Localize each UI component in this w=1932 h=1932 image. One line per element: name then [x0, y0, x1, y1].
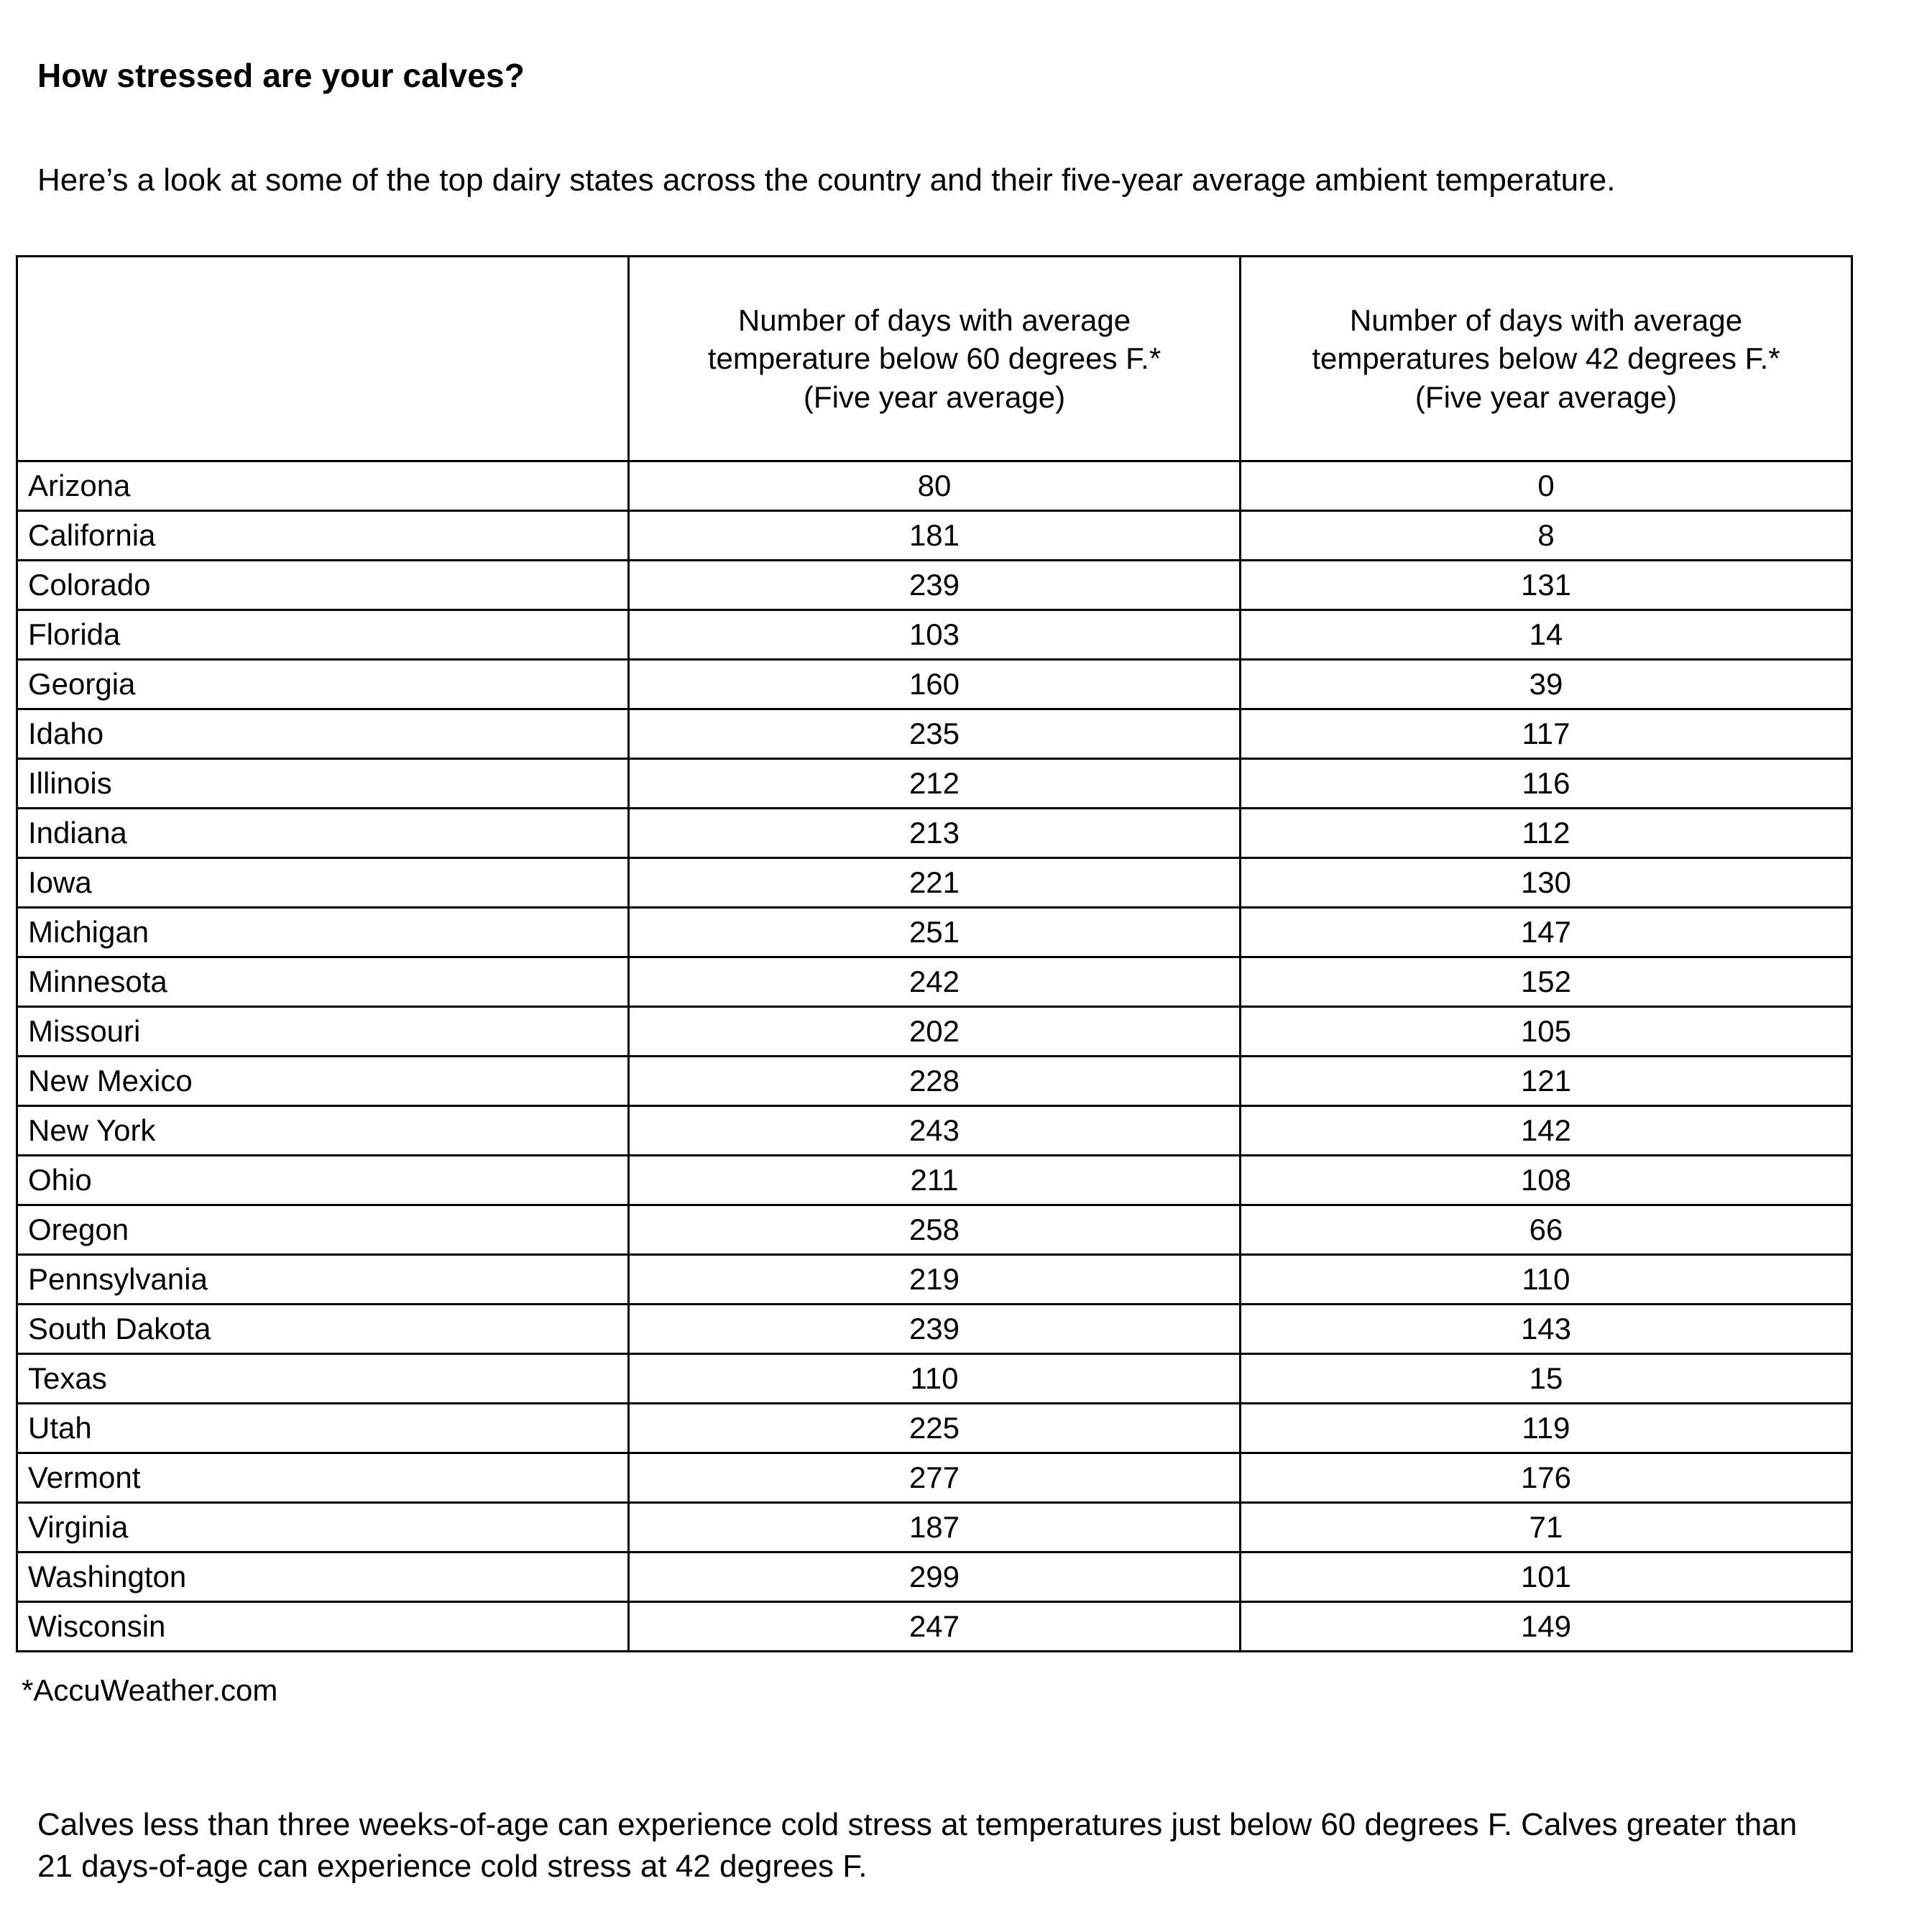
column-header-below-60: Number of days with average temperature below 60 degrees F.* (Five year average) [629, 257, 1241, 461]
cell-state: Texas [17, 1354, 629, 1404]
cell-below-60: 221 [629, 858, 1241, 908]
table-row [17, 1156, 1852, 1205]
cell-below-60: 219 [629, 1255, 1241, 1305]
table-row [17, 957, 1852, 1007]
cell-below-42: 176 [1241, 1453, 1852, 1503]
cell-below-60: 103 [629, 610, 1241, 660]
cell-below-42: 0 [1241, 461, 1852, 511]
cell-state: Indiana [17, 809, 629, 858]
cell-state: Michigan [17, 908, 629, 957]
cell-below-60: 242 [629, 957, 1241, 1007]
table-row [17, 1007, 1852, 1057]
cell-below-42: 101 [1241, 1552, 1852, 1602]
table-row [17, 1354, 1852, 1404]
cell-state: Minnesota [17, 957, 629, 1007]
cell-below-42: 8 [1241, 511, 1852, 561]
cell-state: Wisconsin [17, 1602, 629, 1652]
cell-below-60: 213 [629, 809, 1241, 858]
cell-state: Oregon [17, 1205, 629, 1255]
table-row [17, 1205, 1852, 1255]
table-row [17, 1057, 1852, 1106]
table-row [17, 660, 1852, 709]
cell-state: New Mexico [17, 1057, 629, 1106]
cell-below-60: 181 [629, 511, 1241, 561]
page-title: How stressed are your calves? [37, 56, 525, 94]
column-header-below-42: Number of days with average temperatures below 42 degrees F.* (Five year average) [1241, 257, 1852, 461]
cell-below-60: 212 [629, 759, 1241, 809]
source-footnote: *AccuWeather.com [22, 1673, 278, 1707]
cell-state: Florida [17, 610, 629, 660]
table-row [17, 809, 1852, 858]
cell-below-60: 247 [629, 1602, 1241, 1652]
table-row [17, 511, 1852, 561]
table-header [17, 257, 1852, 461]
cell-state: Georgia [17, 660, 629, 709]
cell-below-60: 228 [629, 1057, 1241, 1106]
table-row [17, 1255, 1852, 1305]
cell-below-42: 119 [1241, 1404, 1852, 1453]
cell-below-60: 239 [629, 561, 1241, 610]
cell-below-42: 116 [1241, 759, 1852, 809]
cell-below-60: 235 [629, 709, 1241, 759]
cell-below-60: 277 [629, 1453, 1241, 1503]
cell-state: Arizona [17, 461, 629, 511]
cell-below-42: 14 [1241, 610, 1852, 660]
cell-below-42: 130 [1241, 858, 1852, 908]
cell-state: Virginia [17, 1503, 629, 1552]
cell-state: Ohio [17, 1156, 629, 1205]
cell-state: Illinois [17, 759, 629, 809]
cell-below-42: 149 [1241, 1602, 1852, 1652]
table-row [17, 908, 1852, 957]
table-header-row [17, 257, 1852, 461]
cell-state: Utah [17, 1404, 629, 1453]
table-row [17, 1552, 1852, 1602]
cell-below-42: 110 [1241, 1255, 1852, 1305]
cell-below-42: 152 [1241, 957, 1852, 1007]
cell-state: Vermont [17, 1453, 629, 1503]
cell-below-42: 66 [1241, 1205, 1852, 1255]
cell-below-42: 147 [1241, 908, 1852, 957]
cell-state: Washington [17, 1552, 629, 1602]
cell-below-60: 80 [629, 461, 1241, 511]
cell-below-42: 105 [1241, 1007, 1852, 1057]
cell-below-60: 243 [629, 1106, 1241, 1156]
table-row [17, 759, 1852, 809]
cell-below-42: 112 [1241, 809, 1852, 858]
cell-state: New York [17, 1106, 629, 1156]
cell-below-42: 71 [1241, 1503, 1852, 1552]
cell-below-60: 225 [629, 1404, 1241, 1453]
cell-below-60: 211 [629, 1156, 1241, 1205]
cell-state: South Dakota [17, 1305, 629, 1354]
cell-below-60: 160 [629, 660, 1241, 709]
cell-below-42: 131 [1241, 561, 1852, 610]
cell-below-60: 187 [629, 1503, 1241, 1552]
table-row [17, 610, 1852, 660]
cell-below-42: 121 [1241, 1057, 1852, 1106]
cell-state: Idaho [17, 709, 629, 759]
column-header-state [17, 257, 629, 461]
cell-state: Colorado [17, 561, 629, 610]
cell-below-42: 117 [1241, 709, 1852, 759]
table-row [17, 1503, 1852, 1552]
cell-below-42: 39 [1241, 660, 1852, 709]
table-row [17, 709, 1852, 759]
cell-state: Iowa [17, 858, 629, 908]
cell-below-42: 143 [1241, 1305, 1852, 1354]
cell-below-42: 142 [1241, 1106, 1852, 1156]
table-row [17, 1404, 1852, 1453]
intro-paragraph: Here’s a look at some of the top dairy states across the country and their five-year average ambient temperature. [37, 162, 1616, 198]
cell-below-60: 258 [629, 1205, 1241, 1255]
table-body [17, 461, 1852, 1652]
cell-state: Pennsylvania [17, 1255, 629, 1305]
table-row [17, 1305, 1852, 1354]
temperature-table [16, 255, 1853, 1652]
cell-state: Missouri [17, 1007, 629, 1057]
cell-below-60: 251 [629, 908, 1241, 957]
cell-below-60: 299 [629, 1552, 1241, 1602]
temperature-table-container [16, 255, 1851, 1652]
table-row [17, 561, 1852, 610]
cell-below-60: 239 [629, 1305, 1241, 1354]
table-row [17, 1106, 1852, 1156]
cell-below-60: 110 [629, 1354, 1241, 1404]
cell-below-60: 202 [629, 1007, 1241, 1057]
cell-below-42: 15 [1241, 1354, 1852, 1404]
cell-below-42: 108 [1241, 1156, 1852, 1205]
cell-state: California [17, 511, 629, 561]
table-row [17, 1602, 1852, 1652]
table-row [17, 461, 1852, 511]
closing-paragraph: Calves less than three weeks-of-age can experience cold stress at temperatures just below 60 degrees F. Calves greater than 21 days-of-age can experience cold stress at 42 degrees F. [37, 1807, 1798, 1885]
table-row [17, 858, 1852, 908]
table-row [17, 1453, 1852, 1503]
